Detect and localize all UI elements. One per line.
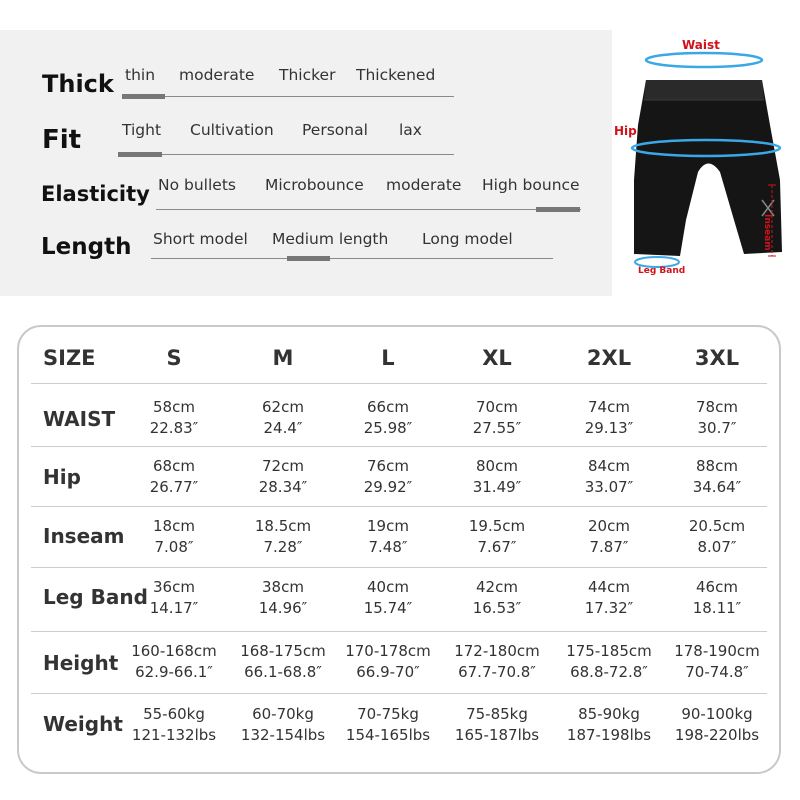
table-cell: 70cm 27.55″: [472, 398, 522, 437]
table-cell: 78cm 30.7″: [696, 398, 738, 437]
shorts-illustration: [612, 30, 800, 296]
table-cell: 55-60kg 121-132lbs: [131, 705, 217, 744]
row-divider: [31, 446, 767, 447]
option-tight: Tight: [122, 121, 162, 139]
option-moderate: moderate: [179, 66, 255, 84]
size-col-l: L: [381, 346, 395, 370]
waistband: [644, 80, 764, 100]
table-cell: 36cm 14.17″: [149, 578, 199, 617]
option-medium-length: Medium length: [272, 230, 389, 248]
thick-scale-track: [122, 96, 454, 97]
shorts-measurement-figure: [612, 30, 800, 296]
elasticity-selected-marker: [536, 207, 580, 212]
table-cell: 160-168cm 62.9-66.1″: [131, 642, 217, 681]
table-cell: 175-185cm 68.8-72.8″: [566, 642, 652, 681]
attr-label-thick: Thick: [42, 70, 114, 98]
size-col-3xl: 3XL: [694, 346, 740, 370]
table-cell: 75-85kg 165-187lbs: [454, 705, 540, 744]
option-high-bounce: High bounce: [482, 176, 580, 194]
table-cell: 20.5cm 8.07″: [688, 517, 746, 556]
inseam-label: Inseam: [762, 214, 772, 251]
table-cell: 88cm 34.64″: [692, 457, 742, 496]
table-cell: 84cm 33.07″: [584, 457, 634, 496]
fit-scale-track: [118, 154, 454, 155]
row-divider: [31, 567, 767, 568]
elasticity-scale-track: [156, 209, 581, 210]
attribute-panel: [0, 30, 612, 296]
hip-label: Hip: [614, 124, 637, 138]
table-cell: 38cm 14.96″: [258, 578, 308, 617]
attr-label-fit: Fit: [42, 125, 82, 155]
attr-label-elasticity: Elasticity: [41, 182, 150, 206]
option-short-model: Short model: [153, 230, 248, 248]
table-cell: 20cm 7.87″: [588, 517, 630, 556]
size-col-xl: XL: [482, 346, 512, 370]
leg-band-label: Leg Band: [638, 266, 686, 276]
table-cell: 68cm 26.77″: [149, 457, 199, 496]
table-cell: 46cm 18.11″: [692, 578, 742, 617]
row-label-inseam: Inseam: [43, 524, 125, 548]
table-cell: 72cm 28.34″: [258, 457, 308, 496]
row-divider: [31, 693, 767, 694]
option-cultivation: Cultivation: [190, 121, 274, 139]
table-cell: 74cm 29.13″: [584, 398, 634, 437]
row-label-waist: WAIST: [43, 407, 116, 431]
table-cell: 40cm 15.74″: [363, 578, 413, 617]
table-cell: 172-180cm 67.7-70.8″: [454, 642, 540, 681]
size-col-m: M: [272, 346, 294, 370]
table-cell: 85-90kg 187-198lbs: [566, 705, 652, 744]
table-cell: 70-75kg 154-165lbs: [345, 705, 431, 744]
option-thickened: Thickened: [356, 66, 436, 84]
table-cell: 62cm 24.4″: [262, 398, 304, 437]
table-cell: 58cm 22.83″: [149, 398, 199, 437]
table-cell: 66cm 25.98″: [363, 398, 413, 437]
option-thicker: Thicker: [279, 66, 336, 84]
row-divider: [31, 383, 767, 384]
table-cell: 178-190cm 70-74.8″: [674, 642, 760, 681]
length-selected-marker: [287, 256, 330, 261]
size-col-2xl: 2XL: [586, 346, 632, 370]
size-col-s: S: [166, 346, 182, 370]
size-chart-table: [17, 325, 781, 774]
option-no-bullets: No bullets: [158, 176, 236, 194]
option-long-model: Long model: [422, 230, 513, 248]
row-label-weight: Weight: [43, 712, 123, 736]
option-moderate-elasticity: moderate: [386, 176, 462, 194]
row-label-hip: Hip: [43, 465, 81, 489]
table-cell: 19.5cm 7.67″: [468, 517, 526, 556]
option-personal: Personal: [302, 121, 368, 139]
option-microbounce: Microbounce: [265, 176, 364, 194]
fit-selected-marker: [118, 152, 162, 157]
thick-selected-marker: [122, 94, 165, 99]
size-header-label: SIZE: [43, 346, 96, 370]
table-cell: 76cm 29.92″: [363, 457, 413, 496]
table-cell: 18.5cm 7.28″: [254, 517, 312, 556]
shorts-body: [634, 80, 782, 256]
table-cell: 42cm 16.53″: [472, 578, 522, 617]
waist-label: Waist: [682, 38, 720, 52]
table-cell: 170-178cm 66.9-70″: [345, 642, 431, 681]
table-cell: 90-100kg 198-220lbs: [674, 705, 760, 744]
waist-measure-ring: [646, 53, 762, 67]
row-divider: [31, 631, 767, 632]
table-cell: 19cm 7.48″: [367, 517, 409, 556]
attr-label-length: Length: [41, 234, 132, 260]
length-scale-track: [151, 258, 553, 259]
row-divider: [31, 506, 767, 507]
table-cell: 168-175cm 66.1-68.8″: [240, 642, 326, 681]
table-cell: 80cm 31.49″: [472, 457, 522, 496]
option-thin: thin: [125, 66, 156, 84]
row-label-height: Height: [43, 651, 119, 675]
table-cell: 18cm 7.08″: [153, 517, 195, 556]
table-cell: 44cm 17.32″: [584, 578, 634, 617]
table-cell: 60-70kg 132-154lbs: [240, 705, 326, 744]
option-lax: lax: [399, 121, 422, 139]
row-label-leg-band: Leg Band: [43, 585, 148, 609]
